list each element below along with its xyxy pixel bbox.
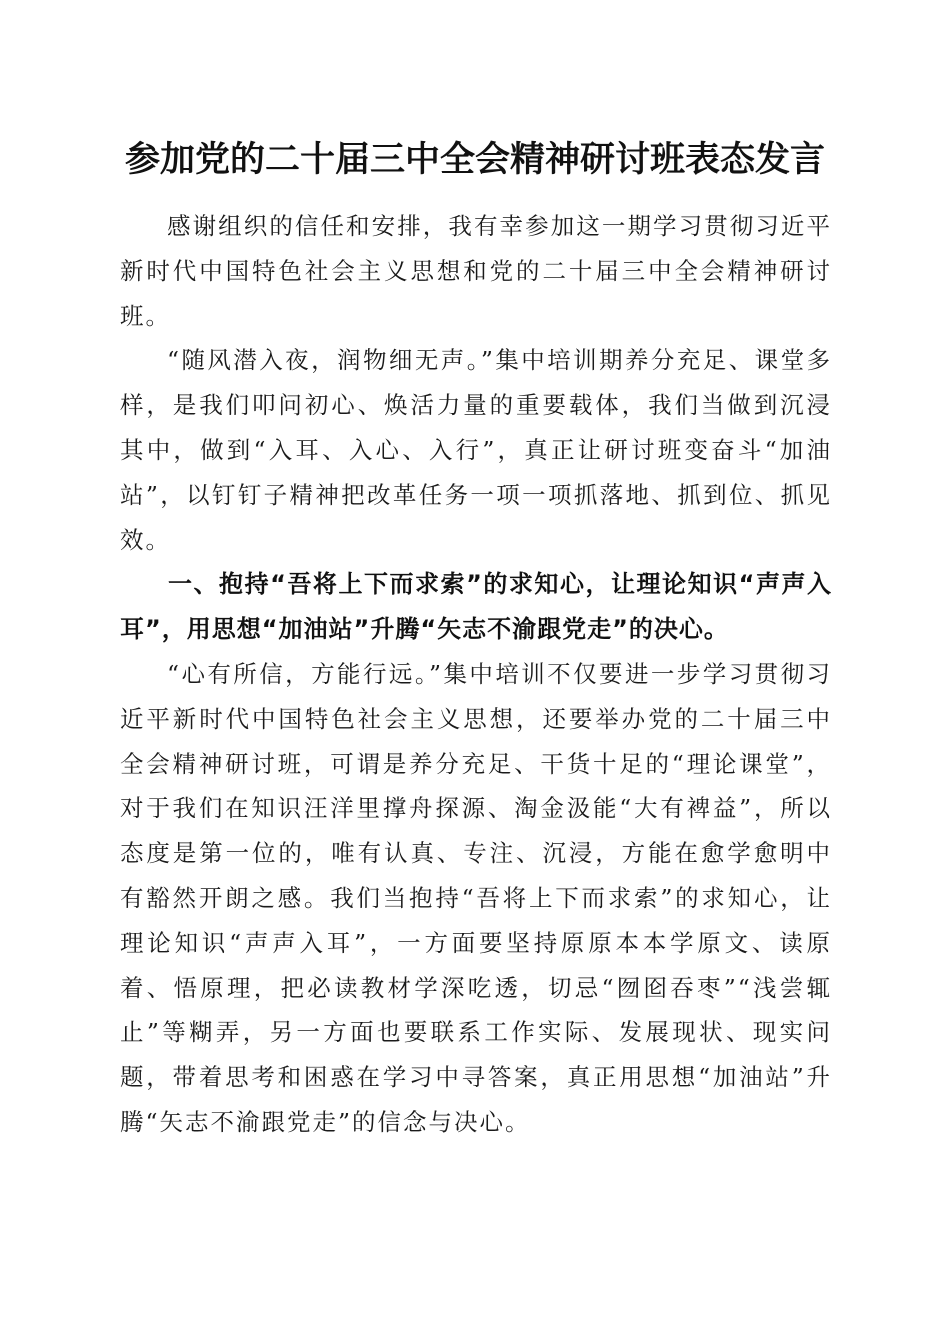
document-body (120, 204, 832, 1145)
section-heading-one: 一、抱持“吾将上下而求索”的求知心，让理论知识“声声入耳”，用思想“加油站”升腾“矢志不渝跟党走”的决心。 (120, 570, 832, 644)
paragraph-section-one-body: “心有所信，方能行远。”集中培训不仅要进一步学习贯彻习近平新时代中国特色社会主义思想，还要举办党的二十届三中全会精神研讨班，可谓是养分充足、干货十足的“理论课堂”，对于我们在知识汪洋里撑舟探源、淘金汲能“大有裨益”，所以态度是第一位的，唯有认真、专注、沉浸，方能在愈学愈明中有豁然开朗之感。我们当抱持“吾将上下而求索”的求知心，让理论知识“声声入耳”，一方面要坚持原原本本学原文、读原着、悟原理，把必读教材学深吃透，切忌“囫囵吞枣”“浅尝辄止”等糊弄，另一方面也要联系工作实际、发展现状、现实问题，带着思考和困惑在学习中寻答案，真正用思想“加油站”升腾“矢志不渝跟党走”的信念与决心。 (120, 659, 832, 1136)
document-title: 参加党的二十届三中全会精神研讨班表态发言 (124, 139, 825, 180)
paragraph-intro: 感谢组织的信任和安排，我有幸参加这一期学习贯彻习近平新时代中国特色社会主义思想和党的二十届三中全会精神研讨班。 (120, 212, 832, 330)
paragraph-quote-training: “随风潜入夜，润物细无声。”集中培训期养分充足、课堂多样，是我们叩问初心、焕活力量的重要载体，我们当做到沉浸其中，做到“入耳、入心、入行”，真正让研讨班变奋斗“加油站”，以钉钉子精神把改革任务一项一项抓落地、抓到位、抓见效。 (120, 346, 832, 554)
